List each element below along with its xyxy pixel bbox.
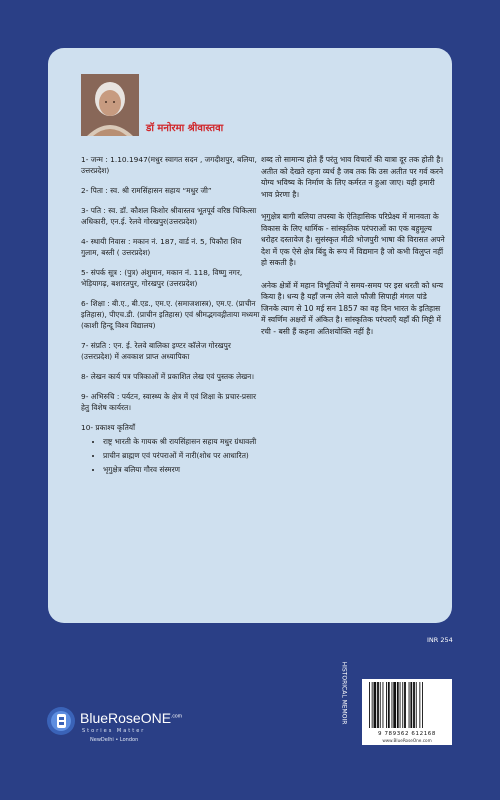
publisher-url: www.BlueRoseOne.com <box>382 738 432 743</box>
works-heading: 10- प्रकाश्य कृतियाँ <box>81 423 135 432</box>
genre-text: HISTORICAL MEMOIR <box>340 661 347 725</box>
barcode-bar <box>402 682 403 728</box>
bio-contact: 5- संपर्क सूत्र : (पुत्र) अंशुमान, मकान नं. 118, विष्णु नगर, भेड़ियागढ़, बशारतपुर, गोरखपुर (उत्तरप्रदेश) <box>81 268 243 288</box>
works-item: • राष्ट्र भारती के गायक श्री रायसिंहासन सहाय मधुर ग्रंथावली <box>103 436 261 447</box>
author-photo <box>81 74 139 136</box>
publisher-tagline: Stories Matter <box>82 728 146 734</box>
barcode-bar <box>397 682 399 728</box>
barcode-bar <box>377 682 379 728</box>
publisher-name: BlueRoseONE$^{.com}$ <box>80 710 182 726</box>
barcode-bar <box>372 682 373 728</box>
barcode-bar <box>374 682 377 728</box>
barcode-bar <box>392 682 393 728</box>
bio-father: 2- पिता : स्व. श्री रामसिंहासन सहाय “मधुर जी” <box>81 186 212 195</box>
bio-husband: 3- पति : स्व. डॉ. कौशल किशोर श्रीवास्तव भूतपूर्व वरिष्ठ चिकित्सा अधिकारी, एन.ई. रेलवे गोरखपुर(उत्तरप्रदेश) <box>81 206 257 226</box>
book-description <box>261 154 445 348</box>
barcode-bar <box>409 682 410 728</box>
barcode-bar <box>413 682 415 728</box>
bio-occupation: 7- संप्रति : एन. ई. रेलवे बालिका इण्टर कॉलेज गोरखपुर (उत्तरप्रदेश) में अवकाश प्राप्त अध्यापिका <box>81 341 231 361</box>
works-item: • प्राचीन ब्राह्मण एवं परंपराओं में नारी(शोध पर आधारित) <box>103 450 261 461</box>
barcode-bar <box>400 682 401 728</box>
barcode-bar <box>386 682 387 728</box>
barcode-bar <box>388 682 390 728</box>
barcode-bars <box>367 682 447 730</box>
publisher-block <box>46 702 266 752</box>
barcode-bar <box>393 682 396 728</box>
bio-works <box>81 422 261 475</box>
bio-birth: 1- जन्म : 1.10.1947(मधुर स्वागत सदन , जगदीशपुर, बलिया, उत्तरप्रदेश) <box>81 155 257 175</box>
bio-residence: 4- स्थायी निवास : मकान नं. 187, वार्ड नं. 5, पिकौरा शिव गुलाम, बस्ती ( उत्तरप्रदेश) <box>81 237 242 257</box>
barcode-bar <box>369 682 370 728</box>
publisher-cities: NewDelhi • London <box>90 737 139 743</box>
barcode-bar <box>416 682 417 728</box>
description-paragraph: अनेक क्षेत्रों में महान विभूतियों ने समय-समय पर इस धरती को धन्य किया है। धन्य है यहाँ जन्म लेने वाले फौजी सिपाही मंगल पांडे जिनके त्याग से 10 मई सन 1857 का वह दिन भारत के इतिहास में स्वर्णिम अक्षरों में अंकित है। सांस्कृतिक परंपराएँ यहाँ की मिट्टी में रची - बसी हैं कहना अतिशयोक्ति नहीं है। <box>261 280 444 336</box>
barcode-bar <box>380 682 381 728</box>
author-name: डॉ मनोरमा श्रीवास्तवा <box>146 123 224 134</box>
price-label: INR 254 <box>427 636 453 644</box>
barcode-bar <box>383 682 384 728</box>
bio-education: 6- शिक्षा : बी.ए., बी.एड., एम.ए. (समाजशास्त्र), एम.ए. (प्राचीन इतिहास), पीएच.डी. (प्राचीन इतिहास) एवं श्रीमद्भगवद्गीताया मध्यमा (काशी हिन्दू विश्व विद्यालय) <box>81 299 260 330</box>
bio-interests: 9- अभिरुचि : पर्यटन, स्वास्थ्य के क्षेत्र में एवं शिक्षा के प्रचार-प्रसार हेतु विशेष कार्यरत। <box>81 392 257 412</box>
works-list <box>95 436 261 475</box>
genre-label <box>336 650 351 736</box>
bio-writing: 8- लेखन कार्य पत्र पत्रिकाओं में प्रकाशित लेख एवं पुस्तक लेखन। <box>81 372 255 381</box>
works-item: • भृगुक्षेत्र बलिया गौरव संस्मरण <box>103 464 261 475</box>
barcode-bar <box>422 682 423 728</box>
description-paragraph: शब्द तो सामान्य होते हैं परंतु भाव विचारों की यात्रा दूर तक होती है। अतीत को देखते रहना व्यर्थ है जब तक कि उस अतीत पर गर्व करने योग्य भविष्य के निर्माण के लिए कर्मरत न हुआ जाए। यही हमारी भाव प्रेरणा है। <box>261 155 444 199</box>
description-paragraph: भृगुक्षेत्र बागी बलिया तपस्या के ऐतिहासिक परिप्रेक्ष्य में मानवता के विकास के लिए धार्मिक - सांस्कृतिक परंपराओं का एक बहुमूल्य धरोहर दस्तावेज है। सुसंस्कृत मीठी भोजपुरी भाषा की विरासत अपने देश में एक ऐसे क्षेत्र बिंदु के रूप में विद्यमान है जो कभी विलुप्त नहीं हो सकती है। <box>261 212 445 267</box>
barcode-bar <box>410 682 412 728</box>
isbn-number: 9 789362 612168 <box>378 731 436 737</box>
barcode-bar <box>419 682 420 728</box>
author-bio <box>81 154 261 484</box>
barcode-bar <box>404 682 406 728</box>
isbn-barcode <box>362 679 452 745</box>
publisher-logo-icon <box>46 706 76 736</box>
